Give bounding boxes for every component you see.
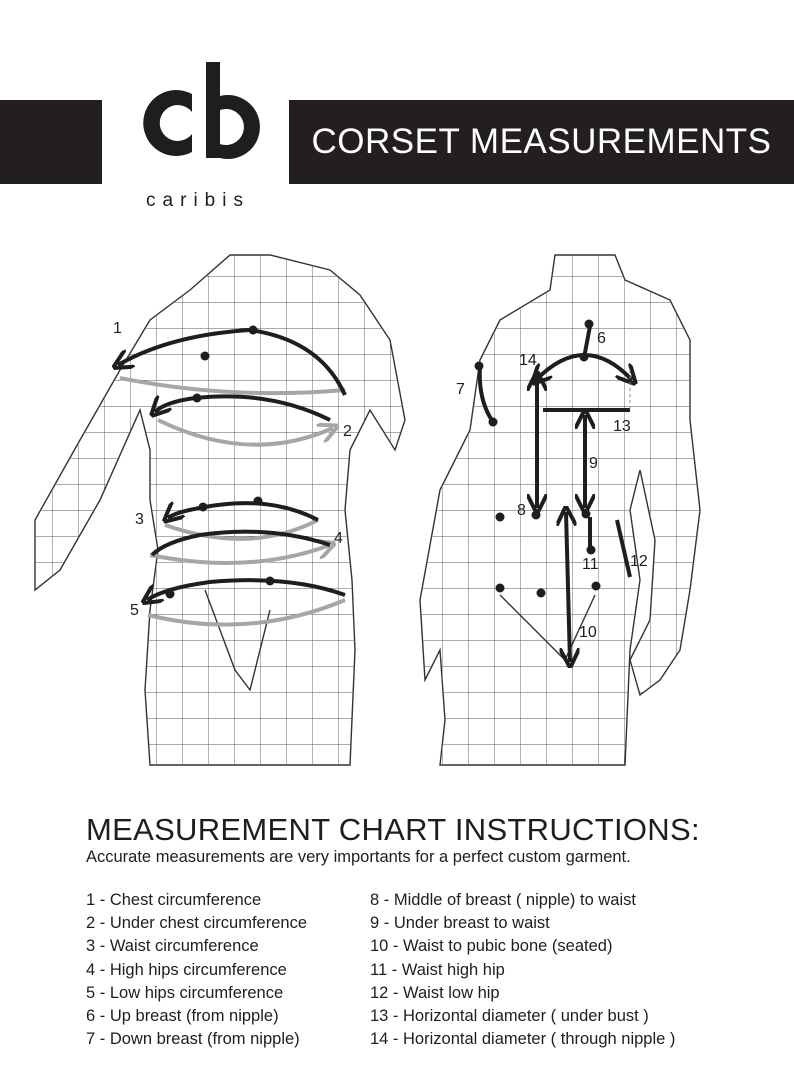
header-bar-left — [0, 100, 102, 184]
label-12: 12 — [630, 553, 648, 570]
list-item: 6 - Up breast (from nipple) — [86, 1007, 279, 1026]
label-9: 9 — [589, 455, 598, 472]
label-6: 6 — [597, 330, 606, 347]
list-item: 3 - Waist circumference — [86, 937, 259, 956]
list-item: 5 - Low hips circumference — [86, 983, 284, 1002]
label-2: 2 — [343, 423, 352, 440]
list-item: 12 - Waist low hip — [370, 983, 500, 1002]
list-item: 7 - Down breast (from nipple) — [86, 1030, 300, 1049]
label-5: 5 — [130, 602, 139, 619]
brand-name: caribis — [146, 190, 250, 211]
label-8: 8 — [517, 502, 526, 519]
list-item: 4 - High hips circumference — [86, 960, 287, 979]
header-title-bar — [289, 100, 794, 184]
caribis-logo — [122, 58, 274, 173]
label-10: 10 — [579, 624, 597, 641]
list-item: 14 - Horizontal diameter ( through nipple ) — [370, 1030, 676, 1049]
instructions-list-left — [86, 889, 356, 1051]
list-item: 1 - Chest circumference — [86, 891, 262, 909]
label-13: 13 — [613, 418, 631, 435]
list-item: 9 - Under breast to waist — [370, 914, 550, 933]
label-11: 11 — [582, 556, 599, 573]
instructions-list-right — [370, 889, 770, 1051]
instructions-title: MEASUREMENT CHART INSTRUCTIONS: — [86, 812, 700, 847]
label-4: 4 — [334, 530, 343, 547]
label-7: 7 — [456, 381, 465, 398]
list-item: 13 - Horizontal diameter ( under bust ) — [370, 1007, 649, 1026]
right-figure — [420, 255, 700, 765]
label-1: 1 — [113, 320, 122, 337]
label-3: 3 — [135, 511, 144, 528]
body-measurement-illustration — [0, 250, 794, 770]
label-14: 14 — [519, 352, 537, 369]
instructions-subtitle: Accurate measurements are very importants for a perfect custom garment. — [86, 848, 631, 866]
page-title: CORSET MEASUREMENTS — [311, 122, 772, 161]
list-item: 2 - Under chest circumference — [86, 914, 308, 933]
list-item: 11 - Waist high hip — [370, 960, 505, 979]
list-item: 10 - Waist to pubic bone (seated) — [370, 937, 613, 956]
list-item: 8 - Middle of breast ( nipple) to waist — [370, 891, 636, 909]
